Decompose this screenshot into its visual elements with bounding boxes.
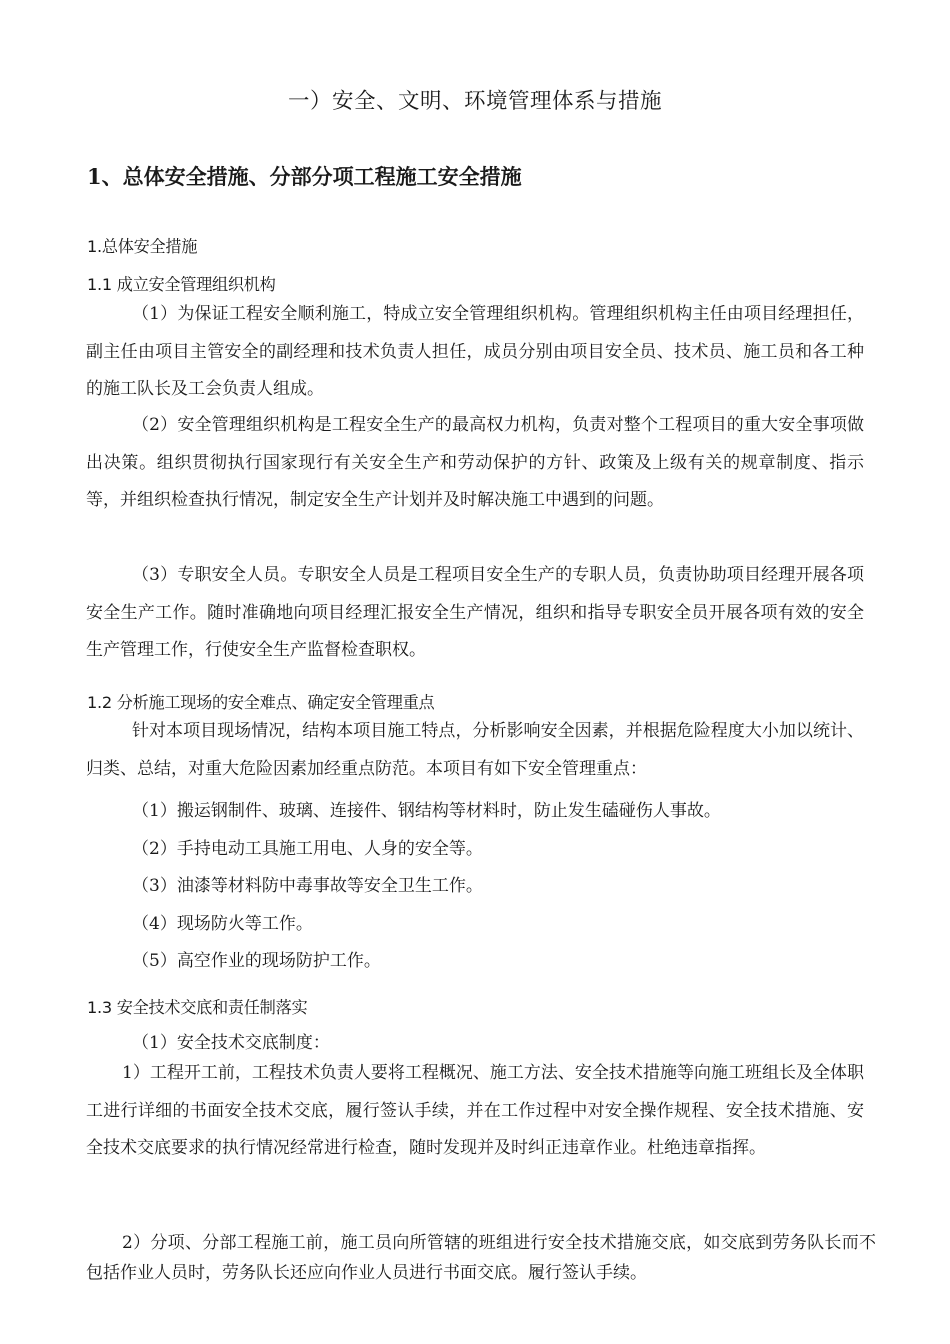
- section-heading: 1、总体安全措施、分部分项工程施工安全措施: [87, 164, 522, 189]
- subheading-1-2: 1.2 分析施工现场的安全难点、确定安全管理重点: [87, 693, 435, 712]
- list-item: （4）现场防火等工作。: [132, 914, 313, 934]
- list-item: （1）搬运钢制件、玻璃、连接件、钢结构等材料时，防止发生磕碰伤人事故。: [132, 801, 721, 821]
- subheading-1-3: 1.3 安全技术交底和责任制落实: [87, 998, 308, 1017]
- list-item: （5）高空作业的现场防护工作。: [132, 951, 381, 971]
- list-item: （3）油漆等材料防中毒事故等安全卫生工作。: [132, 876, 483, 896]
- sub-heading-item: （1）安全技术交底制度：: [132, 1033, 330, 1053]
- subheading-1: 1.总体安全措施: [87, 237, 198, 256]
- subheading-1-1: 1.1 成立安全管理组织机构: [87, 275, 276, 294]
- paragraph-2: （2）安全管理组织机构是工程安全生产的最高权力机构，负责对整个工程项目的重大安全事项做出决策。组织贯彻执行国家现行有关安全生产和劳动保护的方针、政策及上级有关的规章制度、指示等，并组织检查执行情况，制定安全生产计划并及时解决施工中遇到的问题。: [86, 415, 864, 511]
- document-title: 一）安全、文明、环境管理体系与措施: [287, 89, 662, 114]
- paragraph-6: 2）分项、分部工程施工前，施工员向所管辖的班组进行安全技术措施交底，如交底到劳务队长而不包括作业人员时，劳务队长还应向作业人员进行书面交底。履行签认手续。: [86, 1233, 876, 1283]
- list-item: （2）手持电动工具施工用电、人身的安全等。: [132, 839, 483, 859]
- paragraph-4: 针对本项目现场情况，结构本项目施工特点，分析影响安全因素，并根据危险程度大小加以统计、归类、总结，对重大危险因素加经重点防范。本项目有如下安全管理重点：: [86, 721, 864, 779]
- paragraph-1: （1）为保证工程安全顺利施工，特成立安全管理组织机构。管理组织机构主任由项目经理担任，副主任由项目主管安全的副经理和技术负责人担任，成员分别由项目安全员、技术员、施工员和各工种的施工队长及工会负责人组成。: [86, 304, 864, 400]
- paragraph-5: 1）工程开工前，工程技术负责人要将工程概况、施工方法、安全技术措施等向施工班组长及全体职工进行详细的书面安全技术交底，履行签认手续，并在工作过程中对安全操作规程、安全技术措施、安全技术交底要求的执行情况经常进行检查，随时发现并及时纠正违章作业。杜绝违章指挥。: [86, 1063, 864, 1159]
- paragraph-3: （3）专职安全人员。专职安全人员是工程项目安全生产的专职人员，负责协助项目经理开展各项安全生产工作。随时准确地向项目经理汇报安全生产情况，组织和指导专职安全员开展各项有效的安全生产管理工作，行使安全生产监督检查职权。: [86, 565, 864, 661]
